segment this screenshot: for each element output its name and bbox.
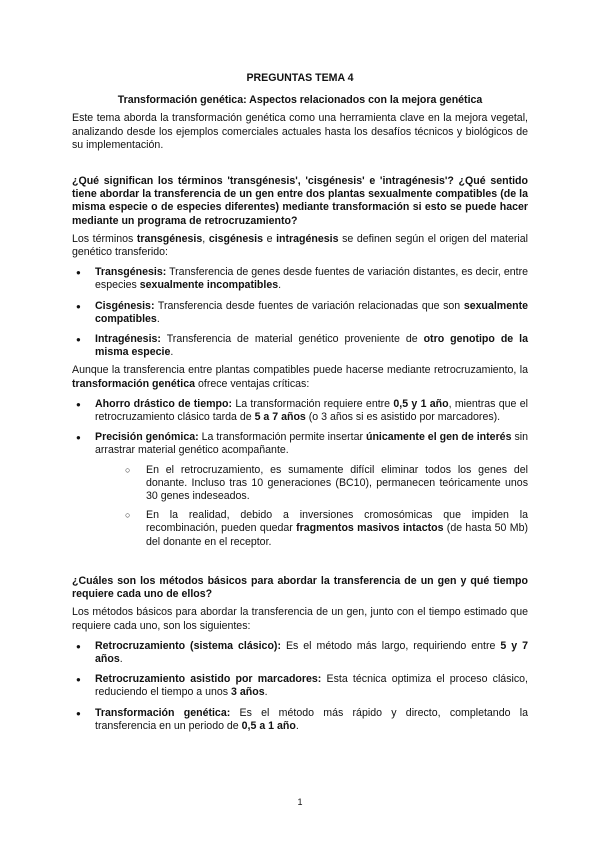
intro-paragraph: Este tema aborda la transformación genética como una herramienta clave en la mejora vegetal, analizando desde los ejemplos comerciales actuales hasta los desafíos técnicos y biológicos de su implementación. xyxy=(72,112,528,151)
list-item: ● Precisión genómica: La transformación permite insertar únicamente el gen de interés sin arrastrar material genético acompañante. ○ En el retrocruzamiento, es sumamente difícil eliminar todos los genes del donante. Incluso tras 10 generaciones (BC10), permanecen teóricamente unos 30 genes indeseados. ○ En la realidad, debido a inversiones cromosómicas que impiden la recombinación, pueden quedar fragmentos masivos intactos (de hasta 50 Mb) del donante en el receptor. xyxy=(72,431,528,549)
question-2: ¿Cuáles son los métodos básicos para abordar la transferencia de un gen y qué tiempo requiere cada uno de ellos? xyxy=(72,574,528,601)
sub-list-item: ○ En el retrocruzamiento, es sumamente difícil eliminar todos los genes del donante. Incluso tras 10 generaciones (BC10), permanecen teóricamente unos 30 genes indeseados. xyxy=(125,464,528,504)
q1-paragraph-1: Los términos transgénesis, cisgénesis e intragénesis se definen según el origen del material genético transferido: xyxy=(72,232,529,259)
sub-list-item: ○ En la realidad, debido a inversiones cromosómicas que impiden la recombinación, pueden quedar fragmentos masivos intactos (de hasta 50 Mb) del donante en el receptor. xyxy=(125,509,528,549)
page-title: PREGUNTAS TEMA 4 xyxy=(246,72,354,84)
list-item: ● Transgénesis: Transferencia de genes desde fuentes de variación distantes, es decir, entre especies sexualmente incompatibles. xyxy=(72,266,528,292)
page-number: 1 xyxy=(297,797,303,807)
page-subtitle: Transformación genética: Aspectos relacionados con la mejora genética xyxy=(117,94,483,107)
advantages-list xyxy=(72,398,528,549)
q2-paragraph-1: Los métodos básicos para abordar la transferencia de un gen, junto con el tiempo estimado que requiere cada uno, son los siguientes: xyxy=(72,606,528,632)
list-item: ● Intragénesis: Transferencia de material genético proveniente de otro genotipo de la misma especie. xyxy=(72,333,528,359)
document-page xyxy=(72,72,528,733)
list-item: ● Transformación genética: Es el método más rápido y directo, completando la transferencia en un periodo de 0,5 a 1 año. xyxy=(72,707,528,733)
list-item: ● Ahorro drástico de tiempo: La transformación requiere entre 0,5 y 1 año, mientras que el retrocruzamiento clásico tarda de 5 a 7 años (o 3 años si es asistido por marcadores). xyxy=(72,398,528,424)
sub-list xyxy=(95,464,528,549)
q1-paragraph-2: Aunque la transferencia entre plantas compatibles puede hacerse mediante retrocruzamiento, la transformación genética ofrece ventajas críticas: xyxy=(72,364,528,390)
methods-list xyxy=(72,640,528,733)
question-1: ¿Qué significan los términos 'transgénesis', 'cisgénesis' e 'intragénesis'? ¿Qué sentido tiene abordar la transferencia de un gen entre dos plantas sexualmente compatibles (de la misma especie o de especies diferentes) mediante transformación si esto se puede hacer mediante un programa de retrocruzamiento? xyxy=(72,175,528,227)
list-item: ● Retrocruzamiento asistido por marcadores: Esta técnica optimiza el proceso clásico, reduciendo el tiempo a unos 3 años. xyxy=(72,673,528,699)
definitions-list xyxy=(72,266,528,359)
list-item: ● Retrocruzamiento (sistema clásico): Es el método más largo, requiriendo entre 5 y 7 años. xyxy=(72,640,528,666)
list-item: ● Cisgénesis: Transferencia desde fuentes de variación relacionadas que son sexualmente compatibles. xyxy=(72,300,528,326)
